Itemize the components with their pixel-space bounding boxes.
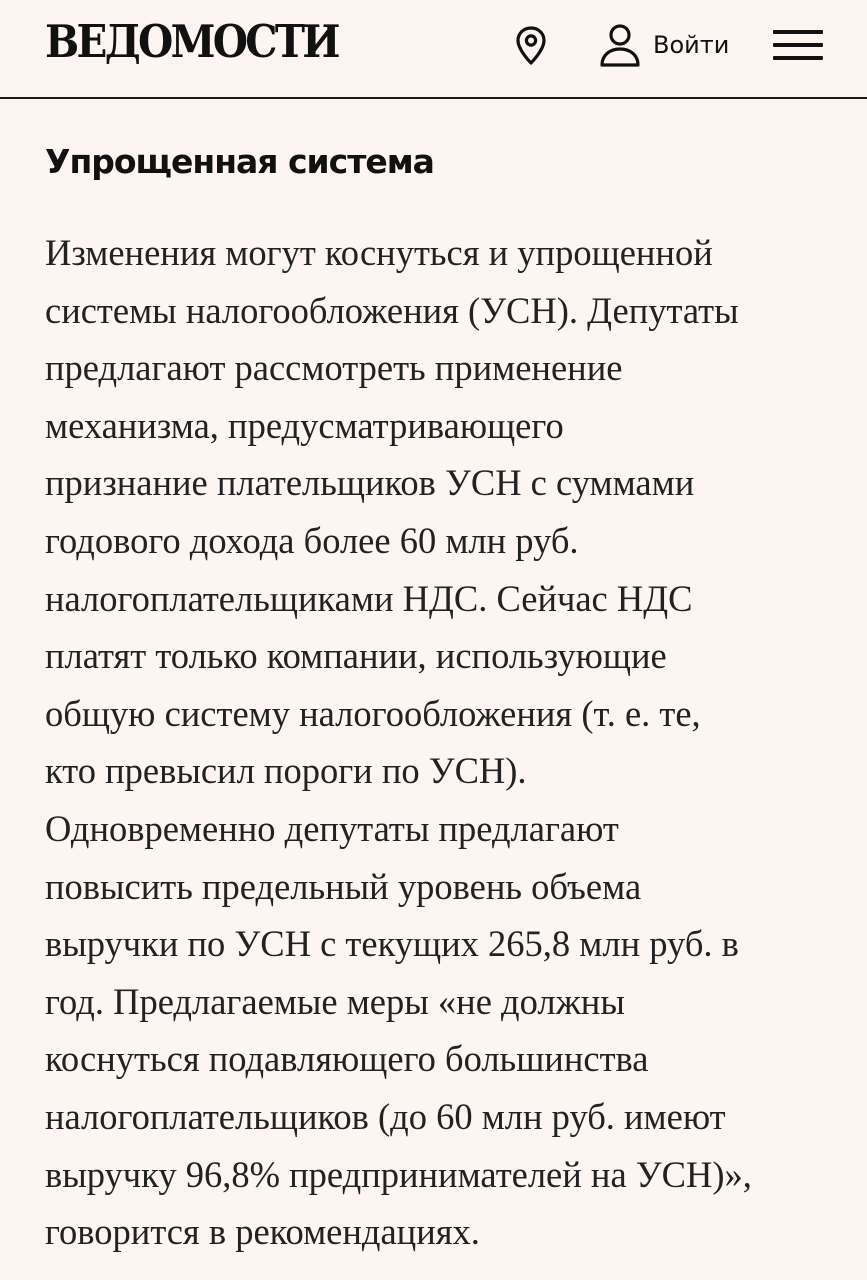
section-title: Упрощенная система: [45, 142, 434, 181]
paragraph-line: коснуться подавляющего большинства: [45, 1038, 649, 1080]
login-label: Войти: [653, 31, 730, 59]
paragraph-line: кто превысил пороги по УСН).: [45, 750, 527, 792]
paragraph-line: системы налогообложения (УСН). Депутаты: [45, 289, 739, 331]
paragraph-line: говорится в рекомендациях.: [45, 1211, 480, 1253]
map-pin-icon: [512, 24, 550, 68]
paragraph-line: налогоплательщиками НДС. Сейчас НДС: [45, 577, 693, 619]
paragraph-line: Изменения могут коснуться и упрощенной: [45, 232, 713, 273]
login-button[interactable]: [598, 22, 738, 68]
paragraph-line: повысить предельный уровень объема: [45, 865, 642, 907]
paragraph-line: Одновременно депутаты предлагают: [45, 807, 619, 849]
location-button[interactable]: [512, 24, 550, 68]
paragraph-line: платят только компании, использующие: [45, 635, 667, 677]
paragraph-line: выручку 96,8% предпринимателей на УСН)»,: [45, 1153, 752, 1195]
paragraph-line: год. Предлагаемые меры «не должны: [45, 980, 625, 1022]
paragraph-line: годового дохода более 60 млн руб.: [45, 519, 579, 561]
paragraph-line: механизма, предусматривающего: [45, 404, 564, 446]
paragraph-line: признание плательщиков УСН с суммами: [45, 462, 695, 504]
menu-button[interactable]: [773, 28, 823, 62]
user-icon: [598, 22, 642, 68]
paragraph-line: предлагают рассмотреть применение: [45, 347, 623, 389]
paragraph-line: налогоплательщиков (до 60 млн руб. имеют: [45, 1095, 726, 1137]
site-header: [0, 0, 867, 99]
site-logo[interactable]: ВЕДОМОСТИ: [45, 15, 338, 68]
paragraph-line: выручки по УСН с текущих 265,8 млн руб. в: [45, 923, 739, 965]
paragraph-line: общую систему налогообложения (т. е. те,: [45, 692, 701, 734]
article-paragraph: [45, 224, 845, 1261]
